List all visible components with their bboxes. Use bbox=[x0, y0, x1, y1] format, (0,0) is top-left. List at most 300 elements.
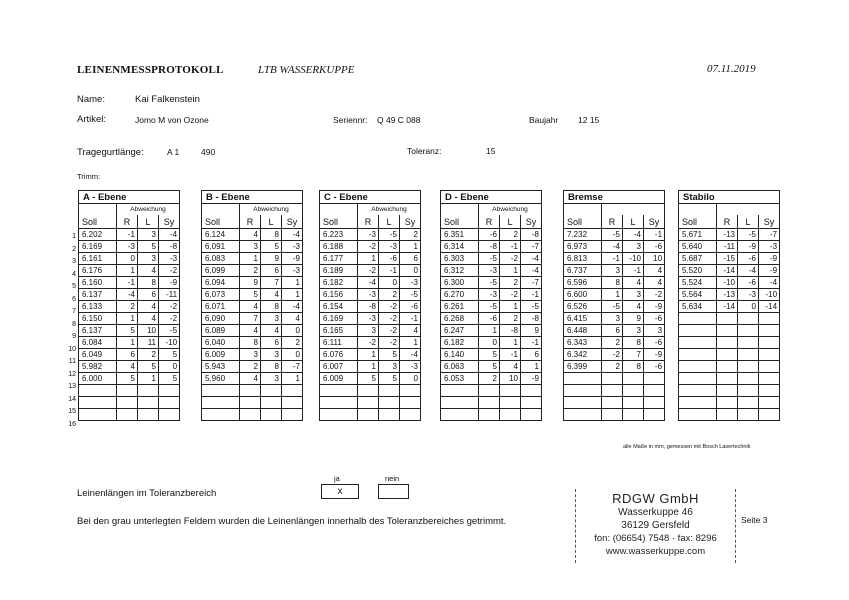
l-cell: -5 bbox=[738, 229, 759, 241]
table-row bbox=[679, 241, 780, 253]
soll-cell: 6.156 bbox=[320, 289, 358, 301]
table-row bbox=[320, 373, 421, 385]
table-row bbox=[79, 313, 180, 325]
table-row bbox=[441, 229, 542, 241]
column-header-l: L bbox=[500, 215, 521, 229]
sy-cell: -2 bbox=[644, 289, 665, 301]
table-row bbox=[441, 253, 542, 265]
soll-cell bbox=[202, 385, 240, 397]
row-number: 13 bbox=[68, 383, 76, 390]
l-cell: 5 bbox=[261, 241, 282, 253]
r-cell: -5 bbox=[479, 277, 500, 289]
soll-cell bbox=[679, 373, 717, 385]
soll-cell: 6.111 bbox=[320, 337, 358, 349]
column-header-soll: Soll bbox=[679, 215, 717, 229]
table-row bbox=[441, 277, 542, 289]
soll-cell: 6.223 bbox=[320, 229, 358, 241]
r-cell: -3 bbox=[117, 241, 138, 253]
r-cell: 5 bbox=[479, 349, 500, 361]
l-cell: 7 bbox=[623, 349, 644, 361]
sy-cell: -6 bbox=[644, 313, 665, 325]
r-cell bbox=[117, 385, 138, 397]
table-row bbox=[564, 397, 665, 409]
l-cell: 5 bbox=[138, 241, 159, 253]
soll-cell: 5.520 bbox=[679, 265, 717, 277]
soll-cell bbox=[320, 397, 358, 409]
table-row bbox=[202, 325, 303, 337]
table-row bbox=[441, 409, 542, 421]
r-cell: -2 bbox=[358, 241, 379, 253]
table-row bbox=[441, 289, 542, 301]
serial-label: Seriennr: bbox=[333, 115, 368, 125]
table-row bbox=[679, 337, 780, 349]
sy-cell: -3 bbox=[282, 265, 303, 277]
sy-cell bbox=[759, 325, 780, 337]
table-c-ebene bbox=[319, 190, 421, 421]
r-cell: 1 bbox=[479, 325, 500, 337]
soll-cell: 6.071 bbox=[202, 301, 240, 313]
r-cell: 5 bbox=[240, 289, 261, 301]
sy-cell: 9 bbox=[521, 325, 542, 337]
soll-cell: 6.007 bbox=[320, 361, 358, 373]
soll-cell: 6.303 bbox=[441, 253, 479, 265]
r-cell: 7 bbox=[240, 313, 261, 325]
page-number: Seite 3 bbox=[741, 515, 768, 525]
table-bremse bbox=[563, 190, 665, 421]
soll-cell: 6.124 bbox=[202, 229, 240, 241]
company-stamp bbox=[575, 489, 736, 563]
table-row bbox=[202, 289, 303, 301]
l-cell: -6 bbox=[738, 277, 759, 289]
soll-cell bbox=[564, 409, 602, 421]
l-cell: 3 bbox=[261, 313, 282, 325]
soll-cell: 5.524 bbox=[679, 277, 717, 289]
sy-cell: 1 bbox=[282, 289, 303, 301]
soll-cell: 6.399 bbox=[564, 361, 602, 373]
soll-cell: 6.343 bbox=[564, 337, 602, 349]
sy-cell: -14 bbox=[759, 301, 780, 313]
soll-cell bbox=[679, 313, 717, 325]
l-cell: 4 bbox=[623, 301, 644, 313]
table-row bbox=[320, 253, 421, 265]
l-cell: 8 bbox=[623, 337, 644, 349]
soll-cell: 6.099 bbox=[202, 265, 240, 277]
table-row bbox=[441, 325, 542, 337]
l-cell: 0 bbox=[738, 301, 759, 313]
r-cell: 5 bbox=[117, 325, 138, 337]
r-cell: -4 bbox=[117, 289, 138, 301]
soll-cell bbox=[320, 409, 358, 421]
soll-cell: 6.247 bbox=[441, 325, 479, 337]
table-stabilo bbox=[678, 190, 780, 421]
l-cell: 2 bbox=[379, 289, 400, 301]
soll-cell: 6.177 bbox=[320, 253, 358, 265]
soll-cell: 6.189 bbox=[320, 265, 358, 277]
l-cell bbox=[738, 409, 759, 421]
sy-cell bbox=[759, 385, 780, 397]
soll-cell: 6.000 bbox=[79, 373, 117, 385]
soll-cell bbox=[441, 409, 479, 421]
r-cell: -8 bbox=[479, 241, 500, 253]
row-number: 14 bbox=[68, 395, 76, 403]
deviation-label bbox=[602, 204, 665, 216]
tolerance-label: Toleranz: bbox=[407, 146, 442, 156]
sy-cell: -10 bbox=[759, 289, 780, 301]
table-row bbox=[320, 361, 421, 373]
yes-checkbox[interactable]: x bbox=[321, 484, 359, 499]
l-cell: 2 bbox=[500, 277, 521, 289]
name-label: Name: bbox=[77, 94, 105, 105]
r-cell: 5 bbox=[358, 373, 379, 385]
spacer-cell bbox=[320, 204, 358, 216]
table-row bbox=[79, 265, 180, 277]
l-cell: 4 bbox=[261, 325, 282, 337]
table-a-ebene bbox=[78, 190, 180, 421]
l-cell bbox=[738, 361, 759, 373]
r-cell: 9 bbox=[240, 277, 261, 289]
table-row bbox=[679, 229, 780, 241]
r-cell: -13 bbox=[717, 229, 738, 241]
l-cell bbox=[379, 409, 400, 421]
table-row bbox=[679, 361, 780, 373]
sy-cell: -1 bbox=[400, 313, 421, 325]
l-cell bbox=[261, 385, 282, 397]
column-header-sy: Sy bbox=[759, 215, 780, 229]
r-cell: -2 bbox=[358, 265, 379, 277]
table-row bbox=[441, 241, 542, 253]
no-checkbox[interactable] bbox=[378, 484, 409, 499]
soll-cell bbox=[320, 385, 358, 397]
sy-cell bbox=[759, 349, 780, 361]
l-cell: -3 bbox=[738, 289, 759, 301]
document-date: 07.11.2019 bbox=[707, 63, 756, 75]
soll-cell: 6.813 bbox=[564, 253, 602, 265]
l-cell: 3 bbox=[138, 253, 159, 265]
sy-cell bbox=[759, 361, 780, 373]
lines-value-b: 490 bbox=[201, 147, 216, 157]
table-row bbox=[79, 337, 180, 349]
soll-cell bbox=[79, 385, 117, 397]
table-row bbox=[202, 397, 303, 409]
soll-cell: 5.982 bbox=[79, 361, 117, 373]
l-cell: -8 bbox=[500, 325, 521, 337]
r-cell: 5 bbox=[479, 361, 500, 373]
l-cell: 8 bbox=[261, 229, 282, 241]
sy-cell bbox=[521, 409, 542, 421]
r-cell: 8 bbox=[602, 277, 623, 289]
row-number: 2 bbox=[72, 245, 76, 253]
table-row bbox=[679, 409, 780, 421]
column-header-r: R bbox=[117, 215, 138, 229]
r-cell: 2 bbox=[240, 265, 261, 277]
soll-cell bbox=[79, 397, 117, 409]
sy-cell bbox=[644, 409, 665, 421]
table-row bbox=[320, 241, 421, 253]
l-cell: 9 bbox=[261, 253, 282, 265]
lines-value-a: A 1 bbox=[167, 147, 180, 157]
column-header-sy: Sy bbox=[159, 215, 180, 229]
l-cell: 5 bbox=[138, 361, 159, 373]
year-label: Baujahr bbox=[529, 115, 559, 125]
soll-cell bbox=[679, 385, 717, 397]
table-row bbox=[564, 325, 665, 337]
soll-cell: 6.154 bbox=[320, 301, 358, 313]
r-cell bbox=[117, 397, 138, 409]
table-row bbox=[320, 325, 421, 337]
l-cell: -6 bbox=[379, 253, 400, 265]
soll-cell: 6.202 bbox=[79, 229, 117, 241]
sy-cell: 5 bbox=[159, 349, 180, 361]
l-cell bbox=[738, 373, 759, 385]
l-cell: -4 bbox=[738, 265, 759, 277]
lines-label: Tragegurtlänge: bbox=[77, 147, 144, 158]
spacer-cell bbox=[679, 204, 717, 216]
sy-cell bbox=[282, 397, 303, 409]
soll-cell bbox=[202, 409, 240, 421]
l-cell: 3 bbox=[138, 229, 159, 241]
table-row bbox=[564, 349, 665, 361]
r-cell bbox=[602, 397, 623, 409]
table-row bbox=[320, 385, 421, 397]
soll-cell bbox=[441, 385, 479, 397]
table-row bbox=[79, 241, 180, 253]
soll-cell: 6.270 bbox=[441, 289, 479, 301]
spacer-cell bbox=[79, 204, 117, 216]
sy-cell: 5 bbox=[159, 373, 180, 385]
r-cell bbox=[479, 385, 500, 397]
l-cell bbox=[261, 409, 282, 421]
sy-cell: -4 bbox=[521, 265, 542, 277]
soll-cell: 6.160 bbox=[79, 277, 117, 289]
stamp-street: Wasserkuppe 46 bbox=[618, 507, 693, 518]
r-cell: 4 bbox=[117, 361, 138, 373]
r-cell: 3 bbox=[602, 265, 623, 277]
r-cell: -2 bbox=[602, 349, 623, 361]
l-cell bbox=[623, 373, 644, 385]
table-title: C - Ebene bbox=[320, 191, 421, 204]
soll-cell: 6.448 bbox=[564, 325, 602, 337]
soll-cell: 6.169 bbox=[320, 313, 358, 325]
table-row bbox=[564, 337, 665, 349]
sy-cell bbox=[759, 409, 780, 421]
sy-cell: 1 bbox=[400, 241, 421, 253]
table-b-ebene bbox=[201, 190, 303, 421]
soll-cell: 6.188 bbox=[320, 241, 358, 253]
column-header-l: L bbox=[379, 215, 400, 229]
r-cell: -8 bbox=[358, 301, 379, 313]
r-cell: -5 bbox=[602, 301, 623, 313]
stamp-company: RDGW GmbH bbox=[612, 491, 699, 506]
soll-cell: 6.076 bbox=[320, 349, 358, 361]
r-cell bbox=[602, 373, 623, 385]
l-cell bbox=[738, 349, 759, 361]
sy-cell: -9 bbox=[759, 253, 780, 265]
spacer-cell bbox=[564, 204, 602, 216]
sy-cell: -9 bbox=[521, 373, 542, 385]
r-cell: -4 bbox=[602, 241, 623, 253]
sy-cell: 0 bbox=[159, 361, 180, 373]
r-cell bbox=[240, 409, 261, 421]
l-cell: -2 bbox=[379, 301, 400, 313]
sy-cell: 4 bbox=[400, 325, 421, 337]
table-row bbox=[202, 361, 303, 373]
sy-cell: -9 bbox=[644, 301, 665, 313]
soll-cell: 7.232 bbox=[564, 229, 602, 241]
sy-cell: -6 bbox=[644, 337, 665, 349]
r-cell: 8 bbox=[240, 337, 261, 349]
row-number: 15 bbox=[68, 408, 76, 415]
table-row bbox=[679, 325, 780, 337]
r-cell: 1 bbox=[602, 289, 623, 301]
table-row bbox=[320, 409, 421, 421]
trim-label: Trimm: bbox=[77, 172, 101, 181]
l-cell: 11 bbox=[138, 337, 159, 349]
l-cell: 3 bbox=[379, 361, 400, 373]
soll-cell: 6.737 bbox=[564, 265, 602, 277]
soll-cell: 6.312 bbox=[441, 265, 479, 277]
r-cell: -3 bbox=[479, 265, 500, 277]
soll-cell: 5.564 bbox=[679, 289, 717, 301]
soll-cell bbox=[202, 397, 240, 409]
sy-cell: -2 bbox=[159, 313, 180, 325]
r-cell bbox=[717, 361, 738, 373]
l-cell: 4 bbox=[623, 277, 644, 289]
table-row bbox=[564, 385, 665, 397]
table-title: B - Ebene bbox=[202, 191, 303, 204]
r-cell: 6 bbox=[602, 325, 623, 337]
sy-cell: -8 bbox=[521, 229, 542, 241]
table-row bbox=[202, 277, 303, 289]
table-title: D - Ebene bbox=[441, 191, 542, 204]
table-row bbox=[679, 349, 780, 361]
soll-cell: 5.687 bbox=[679, 253, 717, 265]
table-row bbox=[202, 349, 303, 361]
r-cell bbox=[479, 397, 500, 409]
r-cell: -2 bbox=[358, 337, 379, 349]
sy-cell: -5 bbox=[400, 289, 421, 301]
sy-cell: -3 bbox=[400, 277, 421, 289]
l-cell: 1 bbox=[500, 337, 521, 349]
table-row bbox=[564, 313, 665, 325]
sy-cell bbox=[282, 409, 303, 421]
table-row bbox=[679, 265, 780, 277]
table-row bbox=[202, 253, 303, 265]
sy-cell: 0 bbox=[282, 325, 303, 337]
soll-cell: 5.634 bbox=[679, 301, 717, 313]
soll-cell bbox=[679, 409, 717, 421]
table-row bbox=[79, 409, 180, 421]
l-cell: 4 bbox=[261, 289, 282, 301]
soll-cell: 6.140 bbox=[441, 349, 479, 361]
r-cell bbox=[358, 385, 379, 397]
r-cell: 1 bbox=[117, 337, 138, 349]
sy-cell: -9 bbox=[644, 349, 665, 361]
table-row bbox=[564, 265, 665, 277]
sy-cell: 4 bbox=[644, 277, 665, 289]
column-header-r: R bbox=[602, 215, 623, 229]
table-row bbox=[564, 301, 665, 313]
soll-cell bbox=[679, 337, 717, 349]
soll-cell: 6.084 bbox=[79, 337, 117, 349]
r-cell: -14 bbox=[717, 265, 738, 277]
spacer-cell bbox=[202, 204, 240, 216]
r-cell: 5 bbox=[117, 373, 138, 385]
table-row bbox=[564, 241, 665, 253]
column-header-r: R bbox=[717, 215, 738, 229]
column-header-r: R bbox=[240, 215, 261, 229]
row-number: 16 bbox=[68, 420, 76, 428]
soll-cell: 5.943 bbox=[202, 361, 240, 373]
table-row bbox=[564, 361, 665, 373]
r-cell: 1 bbox=[358, 253, 379, 265]
sy-cell: 0 bbox=[282, 349, 303, 361]
soll-cell bbox=[564, 373, 602, 385]
table-row bbox=[320, 397, 421, 409]
l-cell: -2 bbox=[379, 337, 400, 349]
l-cell: 6 bbox=[138, 289, 159, 301]
l-cell: -4 bbox=[623, 229, 644, 241]
sy-cell: -1 bbox=[644, 229, 665, 241]
table-row bbox=[679, 313, 780, 325]
sy-cell bbox=[759, 313, 780, 325]
sy-cell: -11 bbox=[159, 289, 180, 301]
r-cell: -13 bbox=[717, 289, 738, 301]
table-row bbox=[79, 229, 180, 241]
soll-cell: 6.415 bbox=[564, 313, 602, 325]
r-cell: -10 bbox=[717, 277, 738, 289]
l-cell bbox=[500, 397, 521, 409]
table-row bbox=[441, 385, 542, 397]
sy-cell: 0 bbox=[400, 265, 421, 277]
table-row bbox=[202, 337, 303, 349]
measurement-footnote: alle Maße in mm, gemessen mit Bosch Lasertechnik bbox=[623, 444, 751, 450]
sy-cell: -4 bbox=[400, 349, 421, 361]
r-cell bbox=[717, 313, 738, 325]
table-row bbox=[320, 289, 421, 301]
deviation-label bbox=[717, 204, 780, 216]
tolerance-row-label: Leinenlängen im Toleranzbereich bbox=[77, 488, 217, 499]
table-row bbox=[679, 385, 780, 397]
l-cell bbox=[738, 337, 759, 349]
r-cell bbox=[602, 385, 623, 397]
sy-cell: -2 bbox=[159, 265, 180, 277]
table-row bbox=[679, 373, 780, 385]
l-cell: 3 bbox=[623, 241, 644, 253]
l-cell: 6 bbox=[261, 337, 282, 349]
sy-cell: -4 bbox=[159, 229, 180, 241]
sy-cell: -4 bbox=[282, 301, 303, 313]
name-value: Kai Falkenstein bbox=[135, 94, 200, 105]
sy-cell bbox=[759, 373, 780, 385]
r-cell: 4 bbox=[240, 373, 261, 385]
l-cell bbox=[623, 385, 644, 397]
sy-cell: -7 bbox=[282, 361, 303, 373]
sy-cell bbox=[159, 409, 180, 421]
soll-cell: 6.182 bbox=[441, 337, 479, 349]
row-number: 9 bbox=[72, 333, 76, 340]
sy-cell bbox=[159, 385, 180, 397]
sy-cell: -5 bbox=[159, 325, 180, 337]
row-number: 4 bbox=[72, 270, 76, 278]
r-cell: 0 bbox=[479, 337, 500, 349]
soll-cell: 6.137 bbox=[79, 325, 117, 337]
table-row bbox=[679, 397, 780, 409]
table-row bbox=[441, 373, 542, 385]
l-cell bbox=[738, 313, 759, 325]
soll-cell bbox=[679, 325, 717, 337]
l-cell bbox=[738, 325, 759, 337]
l-cell: 2 bbox=[500, 229, 521, 241]
